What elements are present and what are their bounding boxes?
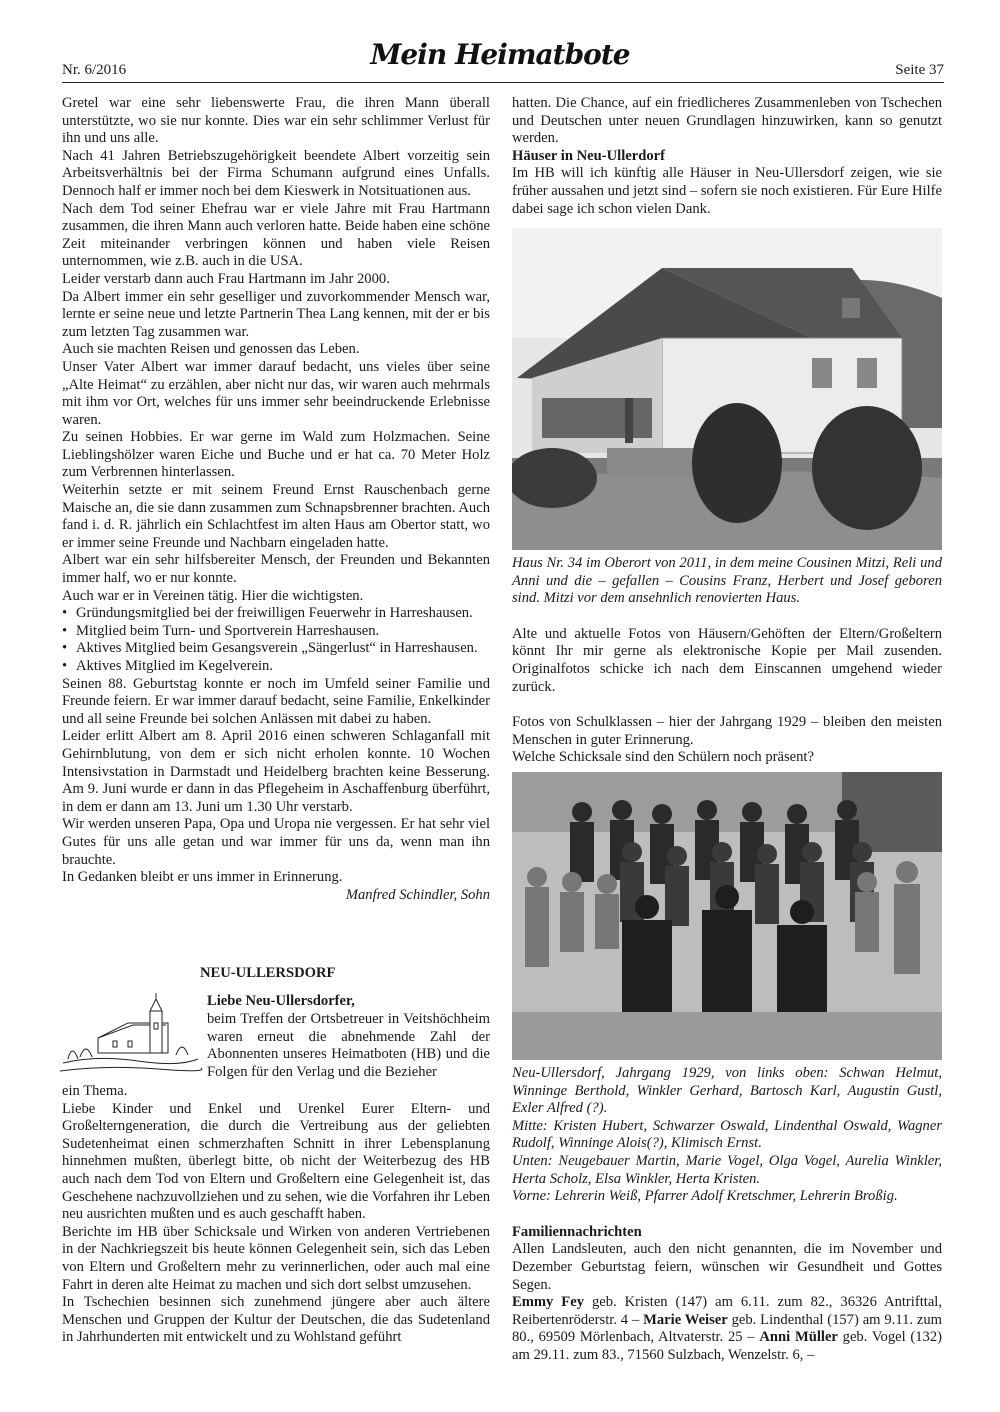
paragraph: Nach dem Tod seiner Ehefrau war er viele Jahre mit Frau Hartmann zusammen, die ihren Mann auch verloren hatte. Beide haben eine schöne Zeit miteinander verbringen können und haben viele Reisen unternommen, wie z.B. auch in die USA. xyxy=(62,200,490,270)
paragraph: Weiterhin setzte er mit seinem Freund Ernst Rauschenbach gerne Maische an, die sie dann zusammen zum Schnapsbrenner brachten. Auch fand i. d. R. jährlich ein Schlachtfest im alten Haus am Obertor statt, wo er immer seine Freunde und Nachbarn eingeladen hatte. xyxy=(62,482,490,551)
paragraph: In Tschechien besinnen sich zunehmend jüngere aber auch ältere Menschen und Gruppen der Kultur der Deutschen, die das Sudetenland in Jahrhunderten mit entwickelt und zu Wohlstand geführt xyxy=(62,1294,490,1346)
class-photo-caption: Vorne: Lehrerin Weiß, Pfarrer Adolf Kretschmer, Lehrerin Broßig. xyxy=(512,1188,898,1205)
paragraph: Nach 41 Jahren Betriebszugehörigkeit beendete Albert vorzeitig sein Arbeitsverhältnis bei der Firma Schumann aufgrund eines Unfalls. Dennoch half er immer noch bei dem Kieswerk in Notsituationen aus. xyxy=(62,147,490,199)
paragraph: Albert war ein sehr hilfsbereiter Mensch, der Freunden und Bekannten immer half, wo er nur konnte. xyxy=(62,552,490,587)
paragraph: Im HB will ich künftig alle Häuser in Neu-Ullersdorf zeigen, wie sie früher aussahen und jetzt sind – sofern sie noch existieren. Für Eure Hilfe dabei sage ich schon vielen Dank. xyxy=(512,165,942,217)
paragraph: hatten. Die Chance, auf ein friedlicheres Zusammenleben von Tschechen und Deutschen unter neuen Grundlagen hinzuwirken, kann so genutzt werden. xyxy=(512,95,942,147)
birthday-text: geb. Vogel (132) am 29.11. zum 83., 71560 Sulzbach, Wenzelstr. 6, – xyxy=(512,1329,943,1363)
page-number: Seite 37 xyxy=(895,62,944,78)
right-column-bottom xyxy=(512,1065,942,1365)
intro-paragraph: beim Treffen der Ortsbetreuer in Veitshöchheim waren erneut die abnehmende Zahl der Abonnenten unseres Heimatboten (HB) und die Folgen für den Verlag und die Bezieher xyxy=(207,1011,490,1080)
header-rule xyxy=(62,82,944,83)
signature: Manfred Schindler, Sohn xyxy=(345,886,490,903)
paragraph: Gretel war eine sehr liebenswerte Frau, die ihren Mann überall unterstützte, wo sie nur konnte. Dies war ein sehr schlimmer Verlust für ihn und uns alle. xyxy=(62,95,490,147)
section-title: NEU-ULLERSDORF xyxy=(200,965,336,981)
paragraph: Seinen 88. Geburtstag konnte er noch im Umfeld seiner Familie und Freunde feiern. Er war immer darauf bedacht, seine Familie, Enkelkinder und all seine Freunde bei solchen Anlässen mit dabei zu haben. xyxy=(62,675,490,727)
houses-heading: Häuser in Neu-Ullerdorf xyxy=(512,147,665,164)
list-item: • Aktives Mitglied beim Gesangsverein „Sängerlust“ in Harreshausen. xyxy=(62,640,490,658)
house-photo xyxy=(512,228,942,550)
right-column-middle xyxy=(512,555,942,767)
school-class-photo xyxy=(512,772,942,1060)
paragraph: Liebe Kinder und Enkel und Urenkel Eurer Eltern- und Großelterngeneration, die durch die Vertreibung aus der geliebten Sudetenheimat einen schmerzhaften Schnitt in ihrer Lebensplanung hinnehmen mußten, überlegt bitte, ob nicht der Weiterbezug des HB auch nach dem Tod von Eltern und Großeltern eine Gelegenheit ist, das Geschehene nachzuvollziehen und zu sehen, wie die Vorfahren ihr Leben neu ausrichten mußten und es auch geschafft haben. xyxy=(62,1100,490,1223)
paragraph: Zu seinen Hobbies. Er war gerne im Wald zum Holzmachen. Seine Lieblingshölzer waren Eiche und Buche und er hat ca. 70 Meter Holz zum Verbrennen hinterlassen. xyxy=(62,429,490,481)
paragraph: Fotos von Schulklassen – hier der Jahrgang 1929 – bleiben den meisten Menschen in guter Erinnerung. xyxy=(512,714,942,748)
paragraph: Leider verstarb dann auch Frau Hartmann im Jahr 2000. xyxy=(62,270,390,287)
paragraph: Auch sie machten Reisen und genossen das Leben. xyxy=(62,341,360,358)
family-news-heading: Familiennachrichten xyxy=(512,1223,642,1240)
list-item: • Aktives Mitglied im Kegelverein. xyxy=(62,658,490,676)
paragraph: Allen Landsleuten, auch den nicht genannten, die im November und Dezember Geburtstag feiern, wünschen wir Gesundheit und Gottes Segen. xyxy=(512,1241,942,1293)
person-name: Marie Weiser xyxy=(643,1311,728,1328)
paragraph: Welche Schicksale sind den Schülern noch präsent? xyxy=(512,749,814,766)
neu-ullersdorf-text xyxy=(62,1083,490,1347)
paragraph: Da Albert immer ein sehr geselliger und zuvorkommender Mensch war, lernte er seine neue und letzte Partnerin Thea Lang kennen, mit der er bis zum letzten Tag zusammen war. xyxy=(62,288,490,340)
church-illustration xyxy=(58,993,203,1078)
house-photo-caption: Haus Nr. 34 im Oberort von 2011, in dem meine Cousinen Mitzi, Reli und Anni und die – gefallen – Cousins Franz, Herbert und Josef geboren sind. Mitzi vor dem ansehnlich renovierten Haus. xyxy=(512,555,942,607)
person-name: Anni Müller xyxy=(759,1329,838,1346)
paragraph: Alte und aktuelle Fotos von Häusern/Gehöften der Eltern/Großeltern könnt Ihr mir gerne als elektronische Kopie per Mail zusenden. Originalfotos schicke ich nach dem Einscannen umgehend wieder zurück. xyxy=(512,625,942,695)
left-column xyxy=(62,95,490,904)
paragraph: Berichte im HB über Schicksale und Wirken von anderen Vertriebenen in der Nachkriegszeit bis heute können Gelegenheit sein, sich das Leben von Eltern und Großeltern mehr zu verinnerlichen, oder auch mal eine Fahrt in deren alte Heimat zu machen und sich dort selbst umzusehen. xyxy=(62,1223,490,1293)
greeting: Liebe Neu-Ullersdorfer, xyxy=(207,993,355,1009)
masthead-title: Mein Heimatbote xyxy=(370,38,630,71)
birthday-list xyxy=(512,1294,942,1364)
class-photo-caption: Neu-Ullersdorf, Jahrgang 1929, von links oben: Schwan Helmut, Winninge Berthold, Winkler Gerhard, Bartosch Karl, Augustin Gustl, Exler Alfred (?). xyxy=(512,1065,942,1117)
paragraph: Leider erlitt Albert am 8. April 2016 einen schweren Schlaganfall mit Gehirnblutung, von dem er sich nicht erholen konnte. 10 Wochen Intensivstation in Darmstadt und Heidelberg brachten keine Besserung. Am 9. Juni wurde er dann in das Pflegeheim in Aschaffenburg überführt, in dem er dann am 13. Juni um 1.30 Uhr verstarb. xyxy=(62,728,490,815)
paragraph: ein Thema. xyxy=(62,1083,128,1099)
right-column-top xyxy=(512,95,942,218)
birthday-text: geb. Kristen (147) am 6.11. zum 82., 36326 Antrifttal, Reibertenröderstr. 4 – xyxy=(512,1294,942,1328)
issue-number: Nr. 6/2016 xyxy=(62,62,127,78)
class-photo-caption: Mitte: Kristen Hubert, Schwarzer Oswald, Lindenthal Oswald, Wagner Rudolf, Winninge Alois(?), Klimisch Ernst. xyxy=(512,1117,942,1152)
list-item: • Gründungsmitglied bei der freiwilligen Feuerwehr in Harreshausen. xyxy=(62,605,490,623)
paragraph: Wir werden unseren Papa, Opa und Uropa nie vergessen. Er hat sehr viel Gutes für uns alle getan und war immer für uns da, wenn man ihn brauchte. xyxy=(62,816,490,868)
club-list xyxy=(62,605,490,675)
paragraph: Unser Vater Albert war immer darauf bedacht, uns vieles über seine „Alte Heimat“ zu erzählen, aber nicht nur das, wir waren auch mehrmals mit ihm vor Ort, welches für uns immer sehr beeindruckende Erlebnisse waren. xyxy=(62,358,490,428)
class-photo-caption: Unten: Neugebauer Martin, Marie Vogel, Olga Vogel, Aurelia Winkler, Herta Scholz, Elsa Winkler, Herta Kristen. xyxy=(512,1152,942,1187)
paragraph: In Gedanken bleibt er uns immer in Erinnerung. xyxy=(62,869,343,886)
person-name: Emmy Fey xyxy=(512,1294,584,1311)
paragraph: Auch war er in Vereinen tätig. Hier die wichtigsten. xyxy=(62,587,364,604)
list-item: • Mitglied beim Turn- und Sportverein Harreshausen. xyxy=(62,623,490,641)
birthday-text: geb. Lindenthal (157) am 9.11. zum 80., 69509 Mörlenbach, Altvaterstr. 25 – xyxy=(512,1311,942,1346)
